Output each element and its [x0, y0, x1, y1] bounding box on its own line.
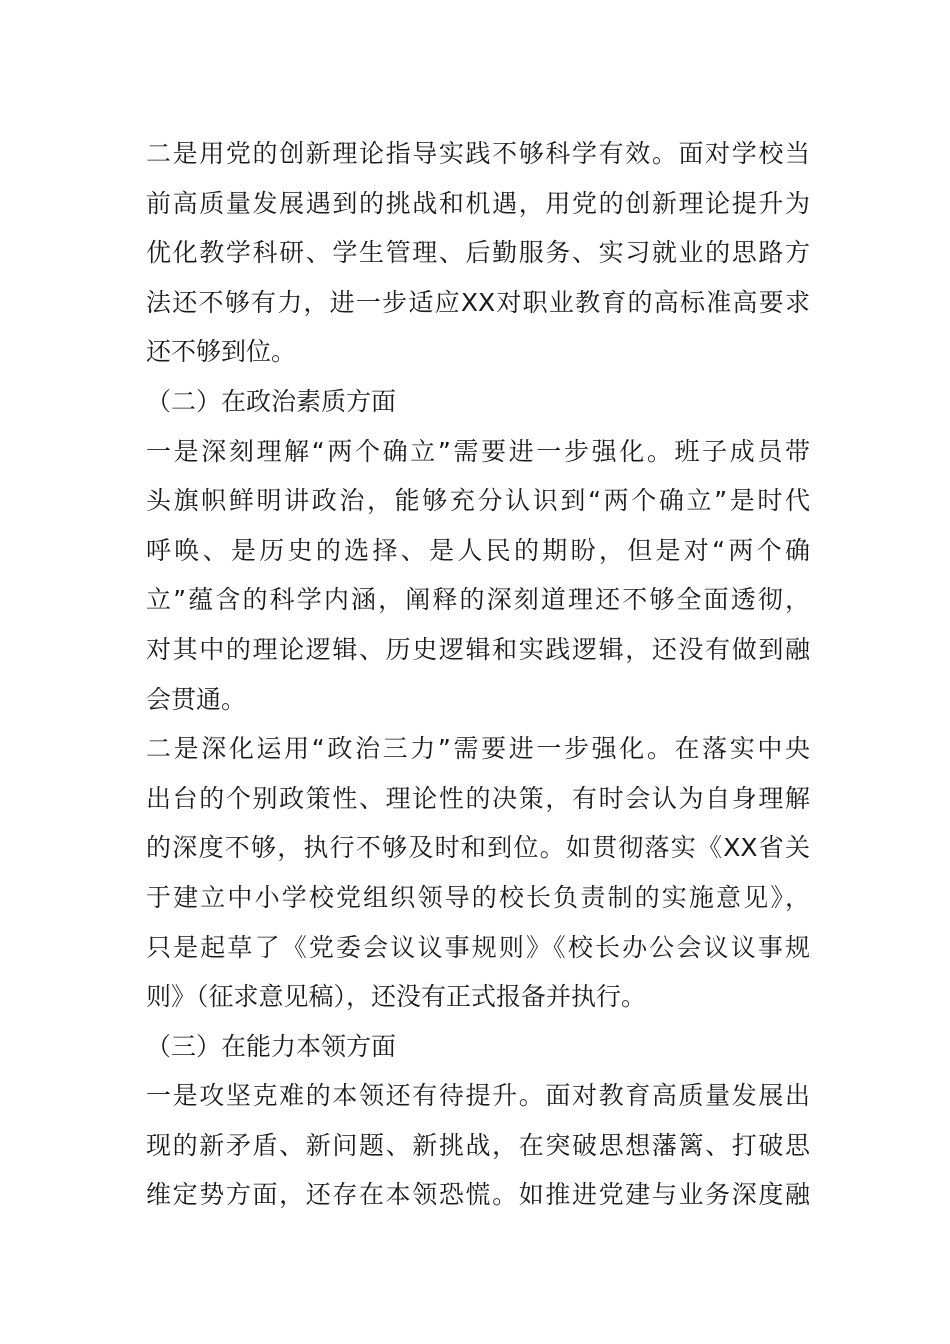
text-line: 立”蕴含的科学内涵，阐释的深刻道理还不够全面透彻，	[146, 585, 810, 615]
text-line: 于建立中小学校党组织领导的校长负责制的实施意见》，	[146, 882, 810, 912]
text-line: 会贯通。	[146, 684, 247, 714]
document-body	[146, 129, 810, 1220]
text-line: 只是起草了《党委会议议事规则》《校长办公会议议事规	[146, 932, 810, 962]
paragraph-political-three-abilities	[146, 724, 810, 1022]
section-heading: （二）在政治素质方面	[146, 386, 397, 416]
text-line: 则》（征求意见稿），还没有正式报备并执行。	[146, 982, 647, 1012]
text-line: 优化教学科研、学生管理、后勤服务、实习就业的思路方	[146, 238, 810, 268]
section-heading: （三）在能力本领方面	[146, 1031, 397, 1061]
text-line: 二是深化运用“政治三力”需要进一步强化。在落实中央	[146, 734, 810, 764]
text-line: 一是攻坚克难的本领还有待提升。面对教育高质量发展出	[146, 1081, 810, 1111]
paragraph-two-establishments	[146, 427, 810, 725]
paragraph-overcoming-difficulties	[146, 1071, 810, 1220]
text-line: 还不够到位。	[146, 337, 297, 367]
text-line: 呼唤、是历史的选择、是人民的期盼，但是对“两个确	[146, 535, 810, 565]
section-heading-capability	[146, 1022, 810, 1072]
text-line: 一是深刻理解“两个确立”需要进一步强化。班子成员带	[146, 436, 810, 466]
text-line: 维定势方面，还存在本领恐慌。如推进党建与业务深度融	[146, 1180, 810, 1210]
section-heading-political-quality	[146, 377, 810, 427]
text-line: 出台的个别政策性、理论性的决策，有时会认为自身理解	[146, 783, 810, 813]
text-line: 头旗帜鲜明讲政治，能够充分认识到“两个确立”是时代	[146, 486, 810, 516]
paragraph-theory-practice	[146, 129, 810, 377]
text-line: 对其中的理论逻辑、历史逻辑和实践逻辑，还没有做到融	[146, 634, 810, 664]
text-line: 的深度不够，执行不够及时和到位。如贯彻落实《XX省关	[146, 833, 810, 863]
text-line: 现的新矛盾、新问题、新挑战，在突破思想藩篱、打破思	[146, 1130, 810, 1160]
text-line: 法还不够有力，进一步适应XX对职业教育的高标准高要求	[146, 287, 810, 317]
text-line: 前高质量发展遇到的挑战和机遇，用党的创新理论提升为	[146, 188, 810, 218]
text-line: 二是用党的创新理论指导实践不够科学有效。面对学校当	[146, 139, 810, 168]
